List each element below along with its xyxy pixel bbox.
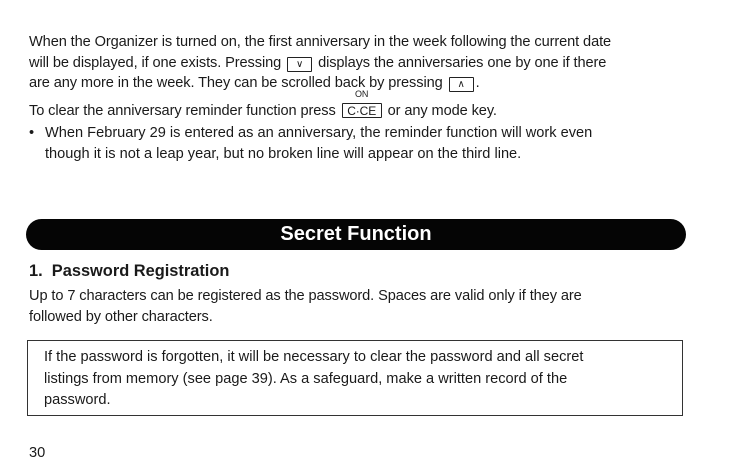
paragraph-text: are any more in the week. They can be scrolled back by pressing [29, 75, 443, 91]
note-line: listings from memory (see page 39). As a safeguard, make a written record of the [44, 370, 568, 387]
paragraph-text: displays the anniversaries one by one if there [318, 54, 607, 71]
page-number: 30 [29, 445, 46, 461]
on-key-label: ON [355, 89, 369, 99]
bullet-line: though it is not a leap year, but no broken line will appear on the third line. [45, 145, 522, 162]
paragraph-text: . [475, 75, 480, 91]
section-title: Secret Function [280, 223, 432, 245]
paragraph-text: will be displayed, if one exists. Pressing [29, 54, 282, 71]
paragraph-password-rules [29, 286, 709, 327]
subsection-heading: 1. Password Registration [29, 262, 230, 280]
paragraph-line: When the Organizer is turned on, the first anniversary in the week following the current date [29, 34, 612, 50]
bullet-line: When February 29 is entered as an anniversary, the reminder function will work even [45, 125, 593, 141]
note-line: password. [44, 392, 111, 408]
section-banner [26, 219, 686, 250]
note-line: If the password is forgotten, it will be necessary to clear the password and all secret [44, 349, 584, 365]
paragraph-text: To clear the anniversary reminder function press [29, 103, 336, 119]
note-box [27, 340, 683, 416]
cce-key-icon: C·CE [342, 103, 382, 118]
bullet-icon: • [29, 125, 35, 141]
note-text [44, 347, 668, 412]
bullet-item-feb29 [29, 123, 719, 167]
paragraph-line: followed by other characters. [29, 308, 213, 325]
bullet-text [45, 123, 705, 164]
paragraph-line [29, 53, 709, 74]
paragraph-line: Up to 7 characters can be registered as the password. Spaces are valid only if they are [29, 288, 582, 304]
up-key-icon: ∧ [449, 77, 474, 92]
paragraph-clear-reminder [29, 89, 709, 122]
paragraph-anniversary-display [29, 32, 709, 94]
paragraph-text: or any mode key. [387, 103, 497, 119]
cce-key-group [340, 89, 384, 122]
down-key-icon: ∨ [287, 57, 312, 72]
